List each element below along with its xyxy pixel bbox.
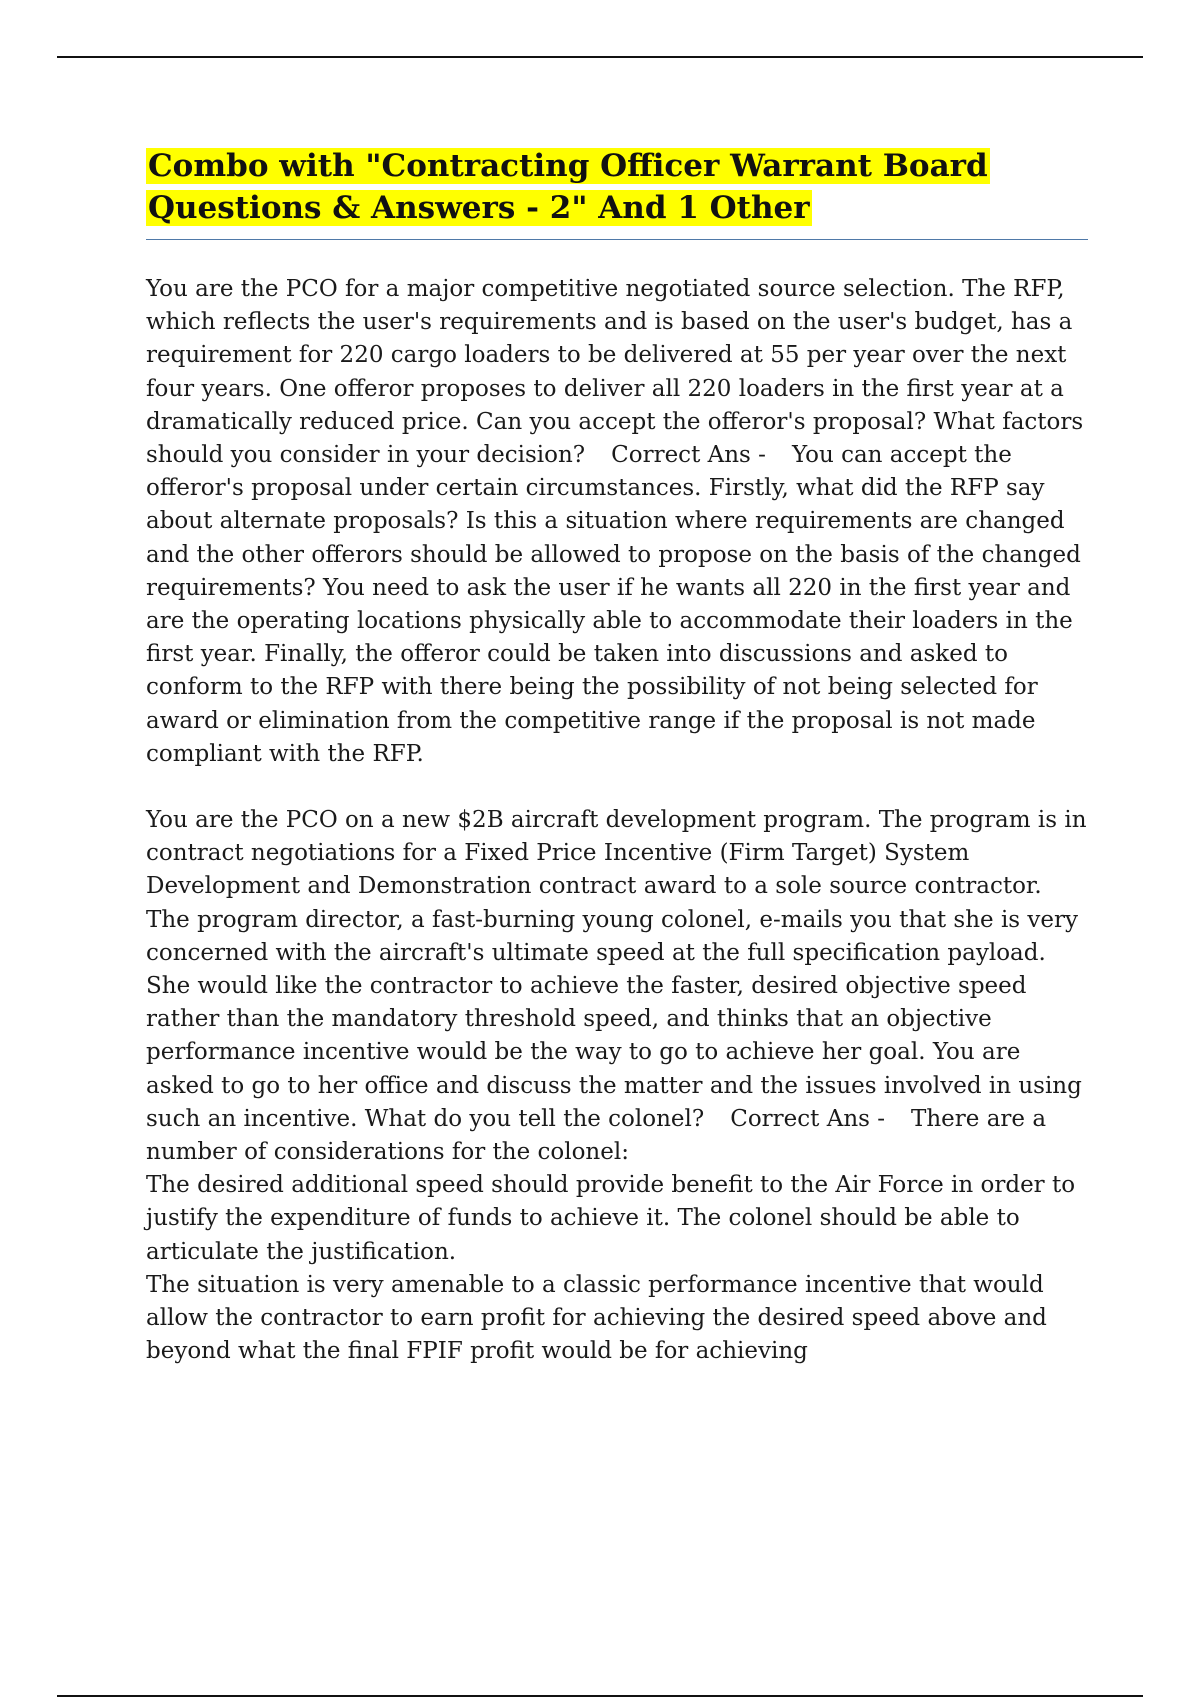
answer-marker: Correct Ans - bbox=[730, 1105, 886, 1132]
answer-paragraph: The situation is very amenable to a classic performance incentive that would allow the contractor to earn profit for achieving the desired speed above and beyond what the final FPIF profit would be for achieving bbox=[146, 1271, 1047, 1365]
answer-text: You can accept the offeror's proposal under certain circumstances. Firstly, what did the RFP say about alternate proposals? Is this a situation where requirements are changed and the other offerors should be allowed to propose on the basis of the changed requirements? You need to ask the user if he wants all 220 in the first year and are the operating locations physically able to accommodate their loaders in the first year. Finally, the offeror could be taken into discussions and asked to conform to the RFP with there being the possibility of not being selected for award or elimination from the competitive range if the proposal is not made compliant with the RFP. bbox=[146, 442, 1081, 767]
answer-marker: Correct Ans - bbox=[611, 442, 766, 469]
answer-paragraph: The desired additional speed should provide benefit to the Air Force in order to justify the expenditure of funds to achieve it. The colonel should be able to articulate the justification. bbox=[146, 1172, 1076, 1265]
page-bottom-rule bbox=[57, 1695, 1143, 1697]
page-top-rule bbox=[57, 56, 1143, 58]
question-text: You are the PCO for a major competitive negotiated source selection. The RFP, which reflects the user's requirements and is based on the user's budget, has a requirement for 220 cargo loaders to be delivered at 55 per year over the next four years. One offeror proposes to deliver all 220 loaders in the first year at a dramatically reduced price. Can you accept the offeror's proposal? What factors should you consider in your decision? bbox=[146, 276, 1084, 469]
document-body bbox=[146, 145, 1088, 1369]
document-title bbox=[146, 145, 1088, 240]
title-highlight: Combo with "Contracting Officer Warrant Board Questions & Answers - 2" And 1 Other bbox=[148, 148, 988, 226]
question-text: You are the PCO on a new $2B aircraft development program. The program is in contract negotiations for a Fixed Price Incentive (Firm Target) System Development and Demonstration contract award to a sole source contractor. The program director, a fast-burning young colonel, e-mails you that she is very concerned with the aircraft's ultimate speed at the full specification payload. She would like the contractor to achieve the faster, desired objective speed rather than the mandatory threshold speed, and thinks that an objective performance incentive would be the way to go to achieve her goal. You are asked to go to her office and discuss the matter and the issues involved in using such an incentive. What do you tell the colonel? bbox=[146, 807, 1087, 1132]
answer-text: There are a number of considerations for the colonel: bbox=[146, 1105, 1047, 1166]
qa-item-2 bbox=[146, 804, 1088, 1169]
qa-item-1 bbox=[146, 273, 1088, 771]
